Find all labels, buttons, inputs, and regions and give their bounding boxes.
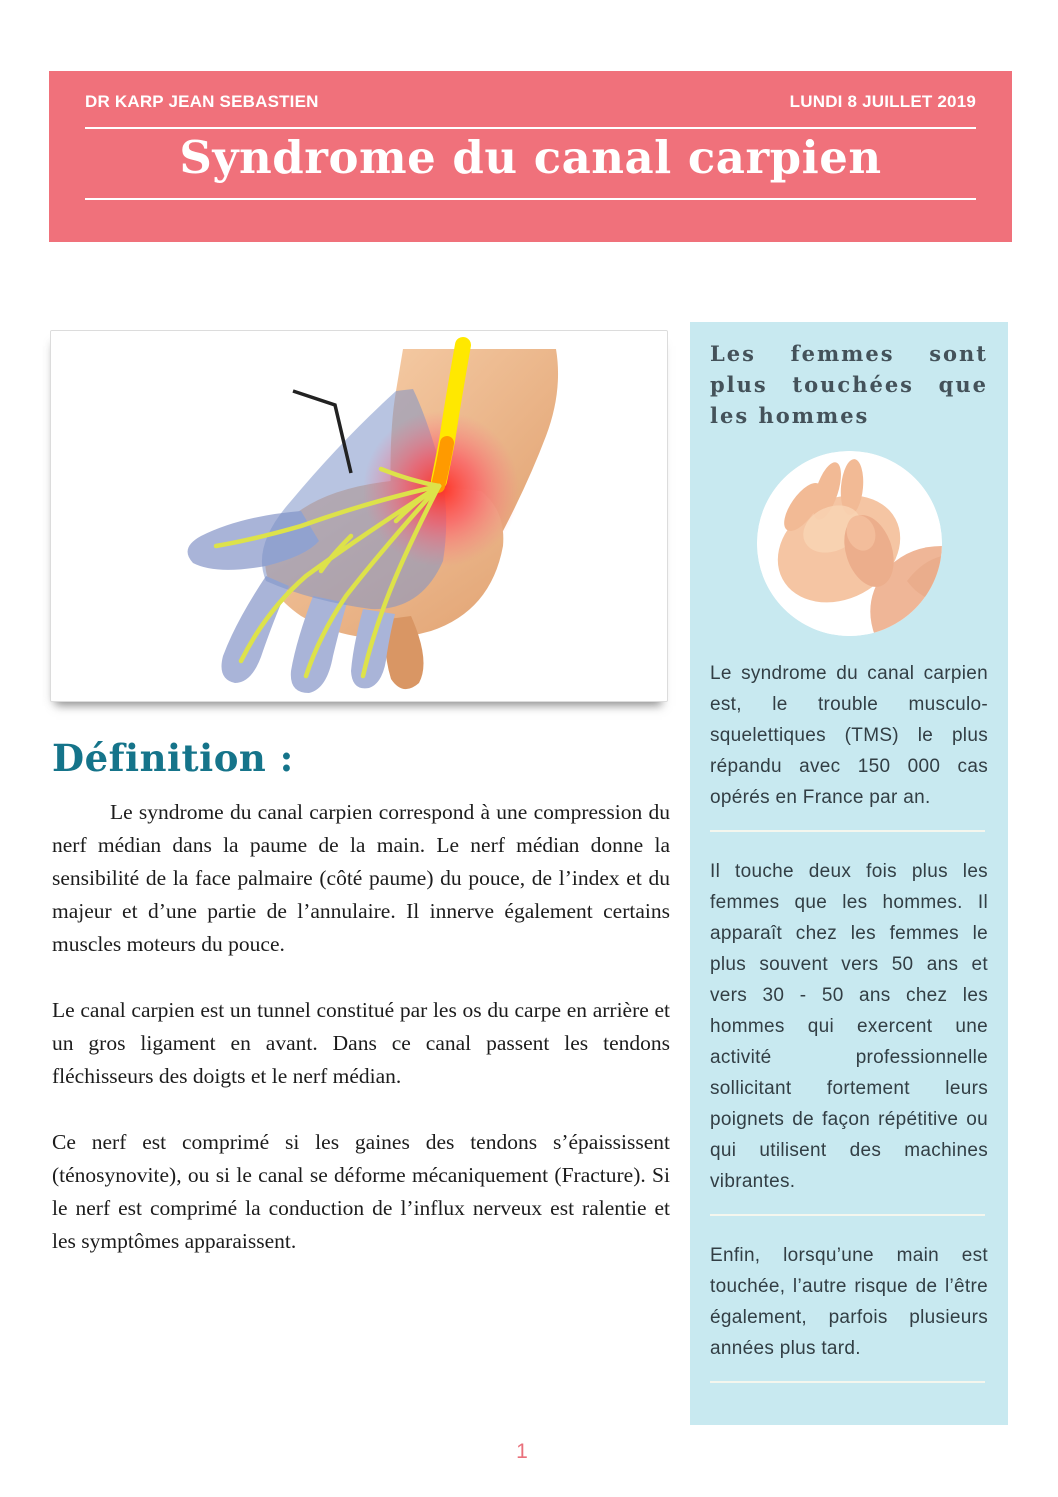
sidebar-women-panel [690, 322, 1008, 1425]
hand-nerve-svg [51, 331, 667, 701]
hand-massage-svg [757, 451, 942, 636]
sidebar-divider-2 [710, 1214, 985, 1216]
sidebar-paragraph-3: Enfin, lorsqu’une main est touchée, l’autre risque de l’être également, parfois plusieurs années plus tard. [710, 1245, 988, 1359]
definition-paragraph-2: Le canal carpien est un tunnel constitué par les os du carpe en arrière et un gros ligament en avant. Dans ce canal passent les tendons fléchisseurs des doigts et le nerf médian. [52, 998, 670, 1088]
author-name: DR KARP JEAN SEBASTIEN [85, 92, 319, 111]
sidebar-divider-3 [710, 1381, 985, 1383]
sidebar-paragraph-1: Le syndrome du canal carpien est, le trouble musculo-squelettiques (TMS) le plus répandu avec 150 000 cas opérés en France par an. [710, 663, 988, 808]
hand-massage-photo [757, 451, 942, 636]
median-nerve-hand-illustration [50, 330, 668, 702]
banner-meta-row [85, 92, 976, 112]
issue-date: LUNDI 8 JUILLET 2019 [789, 92, 976, 111]
main-column [52, 736, 670, 1291]
definition-paragraph-1: Le syndrome du canal carpien correspond à une compression du nerf médian dans la paume de la main. Le nerf médian donne la sensibilité de la face palmaire (côté paume) du pouce, de l’index et du majeur et d’une partie de l’annulaire. Il innerve également certains muscles moteurs du pouce. [52, 800, 670, 956]
page-title: Syndrome du canal carpien [179, 131, 882, 184]
definition-paragraph-3: Ce nerf est comprimé si les gaines des tendons s’épaississent (ténosynovite), ou si le canal se déforme mécaniquement (Fracture). Si le nerf est comprimé la conduction de l’influx nerveux est ralentie et les symptômes apparaissent. [52, 1130, 670, 1253]
sidebar-heading: Les femmes sont plus touchées que les hommes [710, 341, 988, 428]
sidebar-paragraph-2: Il touche deux fois plus les femmes que les hommes. Il apparaît chez les femmes le plus souvent vers 50 ans et vers 30 - 50 ans chez les hommes qui exercent une activité professionnelle sollicitant fortement leurs poignets de façon répétitive ou qui utilisent des machines vibrantes. [710, 861, 988, 1192]
title-rule-bottom [85, 198, 976, 200]
definition-heading: Définition : [52, 736, 294, 780]
title-rule-top [85, 127, 976, 129]
header-banner [49, 71, 1012, 242]
sidebar-divider-1 [710, 830, 985, 832]
page-number: 1 [516, 1440, 528, 1463]
